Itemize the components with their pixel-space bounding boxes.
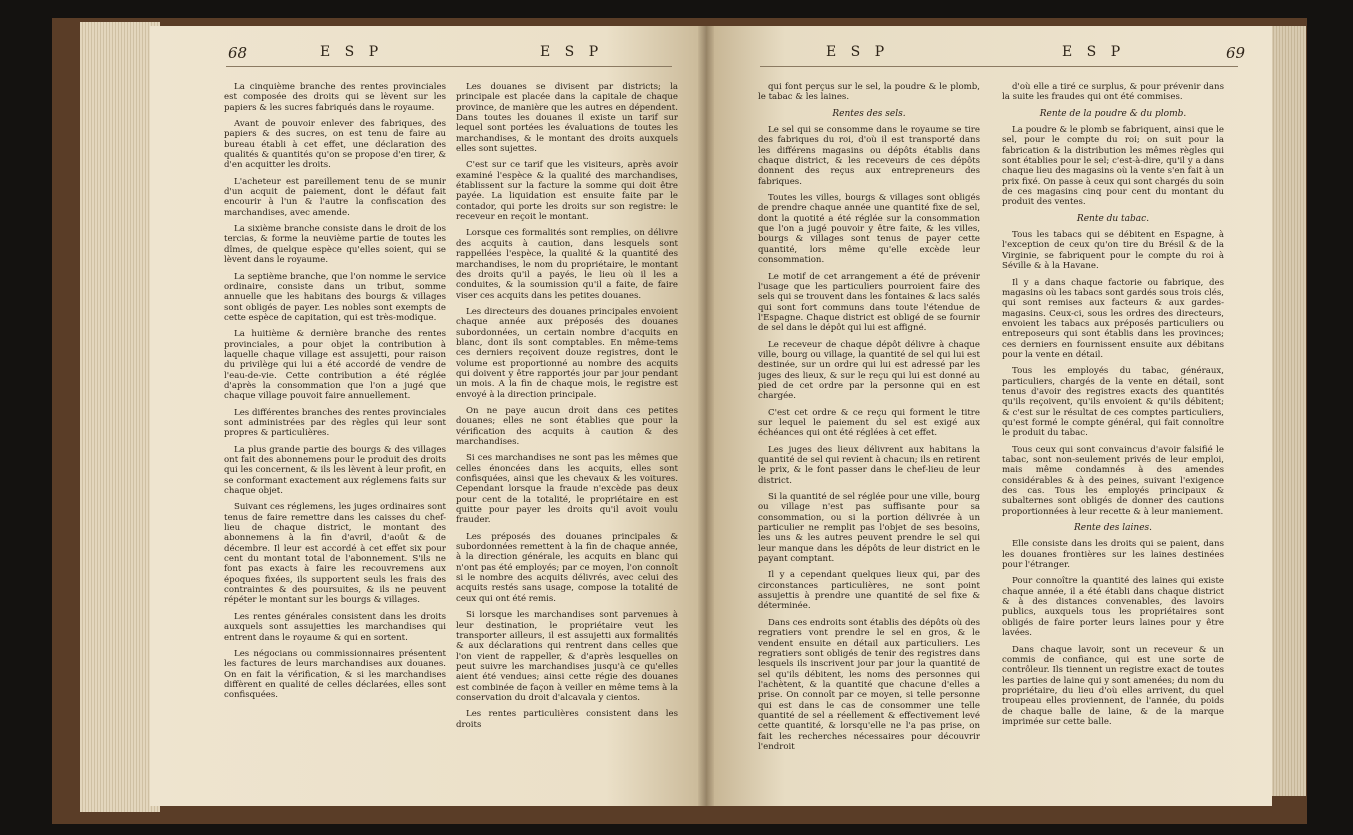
left-running-head-1: E S P (320, 44, 384, 60)
paragraph: Toutes les villes, bourgs & villages sont obligés de prendre chaque année une quantité fixe de sel, dont la quotité a été réglée sur la consommation que l'on a jugé pouvoir y être faite, & les villes, bourgs & villages sont tenus de payer cette quantité, lors même qu'elle excède leur consommation. (758, 193, 980, 266)
paragraph: Elle consiste dans les droits qui se paient, dans les douanes frontières sur les laines destinées pour l'étranger. (1002, 539, 1224, 571)
paragraph: L'acheteur est pareillement tenu de se munir d'un acquit de paiement, dont le défaut fait encourir à l'un & l'autre la confiscation des marchandises, avec amende. (224, 176, 446, 218)
paragraph: La poudre & le plomb se fabriquent, ainsi que le sel, pour le compte du roi; on suit pour la fabrication & la distribution les mêmes règles qui sont établies pour le sel; c'est-à-dire, qu'il y a dans chaque lieu des magasins où la vente s'en fait à un prix fixé. On passe à ceux qui sont chargés du soin de ces magasins cinq pour cent du montant du produit des ventes. (1002, 125, 1224, 208)
paragraph: Dans ces endroits sont établis des dépôts où des regratiers vont prendre le sel en gros, & le vendent ensuite en détail aux particuliers. Les regratiers sont obligés de tenir des registres dans lesquels ils inscrivent jour par jour la quantité de sel qu'ils débitent, les noms des personnes qui l'achètent, & la quantité que chacune d'elles a prise. On connoît par ce moyen, si telle personne qui est dans le cas de consommer une telle quantité de sel a réellement & effectivement levé cette quantité, & lorsqu'elle ne l'a pas prise, on fait les recherches nécessaires pour découvrir l'endroit (758, 617, 980, 752)
paragraph: Le receveur de chaque dépôt délivre à chaque ville, bourg ou village, la quantité de sel qui lui est destinée, sur un ordre qui lui est adressé par les juges des lieux, & sur le reçu qui lui est donné au pied de cet ordre par la personne qui en est chargée. (758, 339, 980, 402)
right-running-head-2: E S P (1062, 44, 1126, 60)
right-running-head-1: E S P (826, 44, 890, 60)
paragraph: Les négocians ou commissionnaires présentent les factures de leurs marchandises aux douanes. On en fait la vérification, & si les marchandises diffèrent en qualité de celles déclarées, elles sont confisquées. (224, 648, 446, 701)
paragraph: Si lorsque les marchandises sont parvenues à leur destination, le propriétaire veut les transporter ailleurs, il est assujetti aux formalités & aux déclarations qui rentrent dans celles que l'on vient de rappeller, & d'après lesquelles on peut suivre les marchandises jusqu'à ce qu'elles aient été vendues; ainsi cette régie des douanes est combinée de façon à veiller en même tems à la conservation du droit d'alcavala y cientos. (456, 610, 678, 703)
paragraph: Il y a cependant quelques lieux qui, par des circonstances particulières, ne sont point assujettis à prendre une quantité de sel fixe & déterminée. (758, 570, 980, 612)
section-heading: Rente de la poudre & du plomb. (1039, 108, 1187, 119)
paragraph: C'est cet ordre & ce reçu qui forment le titre sur lequel le paiement du sel est exigé aux échéances qui ont été réglées à cet effet. (758, 407, 980, 439)
left-header-rule (226, 66, 672, 67)
paragraph: Il y a dans chaque factorie ou fabrique, des magasins où les tabacs sont gardés sous trois clés, qui sont remises aux facteurs & aux gardes-magasins. Ceux-ci, sous les ordres des directeurs, envoient les tabacs aux préposés particuliers ou entreposeurs qui sont établis dans les provinces; ces derniers en fournissent ensuite aux débitans pour la vente en détail. (1002, 277, 1224, 360)
paragraph: La plus grande partie des bourgs & des villages ont fait des abonnemens pour le produit des droits qui les concernent, & ils les lèvent à leur profit, en se conformant exactement aux réglemens faits sur chaque objet. (224, 444, 446, 497)
paragraph: La cinquième branche des rentes provinciales est composée des droits qui se lèvent sur les papiers & les sucres fabriqués dans le royaume. (224, 82, 446, 113)
paragraph: Le motif de cet arrangement a été de prévenir l'usage que les particuliers pourroient faire des sels qui se trouvent dans les fontaines & lacs salés qui sont fort communs dans toute l'étendue de l'Espagne. Chaque district est obligé de se fournir de sel dans le dépôt qui lui est affigné. (758, 271, 980, 334)
book-gutter (698, 26, 714, 806)
paragraph: Les juges des lieux délivrent aux habitans la quantité de sel qui revient à chacun; ils en retirent le prix, & le font passer dans le chef-lieu de leur district. (758, 444, 980, 486)
right-page-number: 69 (1226, 44, 1246, 62)
paragraph: Les douanes se divisent par districts; la principale est placée dans la capitale de chaque province, de manière que les autres en dépendent. Dans toutes les douanes il existe un tarif sur lequel sont portées les évaluations de toutes les marchandises, & le montant des droits auxquels elles sont sujettes. (456, 82, 678, 155)
paragraph: Tous les employés du tabac, généraux, particuliers, chargés de la vente en détail, sont tenus d'avoir des registres exacts des quantités qu'ils reçoivent, qu'ils envoient & qu'ils débitent; & c'est sur le résultat de ces comptes particuliers, qu'est formé le compte général, qui fait connoître le produit du tabac. (1002, 366, 1224, 439)
paragraph: La sixième branche consiste dans le droit de los tercias, & forme la neuvième partie de toutes les dîmes, de quelque espèce qu'elles soient, qui se lèvent dans le royaume. (224, 224, 446, 266)
paragraph: Pour connoître la quantité des laines qui existe chaque année, il a été établi dans chaque district & à des distances convenables, des lavoirs publics, auxquels tous les propriétaires sont obligés de faire porter leurs laines pour y être lavées. (1002, 576, 1224, 639)
paragraph: Suivant ces réglemens, les juges ordinaires sont tenus de faire remettre dans les caisses du chef-lieu de chaque district, le montant des abonnemens à la fin d'avril, d'août & de décembre. Il leur est accordé à cet effet six pour cent du montant total de l'abonnement. S'ils ne font pas exacts à faire les recouvremens aux époques fixées, ils supportent seuls les frais des contraintes & des poursuites, & ils ne peuvent répéter le montant sur les bourgs & villages. (224, 502, 446, 606)
page-edges-left (80, 22, 160, 812)
right-header-rule (760, 66, 1238, 67)
section-heading: Rente des laines. (1074, 523, 1152, 534)
left-running-head-2: E S P (540, 44, 604, 60)
paragraph: d'où elle a tiré ce surplus, & pour prévenir dans la suite les fraudes qui ont été commises. (1002, 82, 1224, 103)
paragraph: Dans chaque lavoir, sont un receveur & un commis de confiance, qui est une sorte de contrôleur. Ils tiennent un registre exact de toutes les parties de laine qui y sont amenées; du nom du propriétaire, du lieu d'où elles arrivent, du quel troupeau elles proviennent, de l'année, du poids de chaque balle de laine, & de la marque imprimée sur cette balle. (1002, 644, 1224, 727)
page-edges-right (1268, 26, 1306, 796)
paragraph: Les rentes générales consistent dans les droits auxquels sont assujetties les marchandises qui entrent dans le royaume & qui en sortent. (224, 611, 446, 643)
left-page-number: 68 (228, 44, 248, 62)
section-heading: Rente du tabac. (1076, 213, 1150, 224)
paragraph: Les différentes branches des rentes provinciales sont administrées par des règles qui leur sont propres & particulières. (224, 407, 446, 439)
paragraph: On ne paye aucun droit dans ces petites douanes; elles ne sont établies que pour la vérification des acquits à caution & des marchandises. (456, 405, 678, 447)
paragraph: La huitième & dernière branche des rentes provinciales, a pour objet la contribution à laquelle chaque village est assujetti, pour raison du privilège qui lui a été accordé de vendre de l'eau-de-vie. Cette contribution a été réglée d'après la consommation que l'on a jugé que chaque village pouvoit faire annuellement. (224, 329, 446, 402)
paragraph: Si ces marchandises ne sont pas les mêmes que celles énoncées dans les acquits, elles sont confisquées, ainsi que les chevaux & les voitures. Cependant lorsque la fraude n'excède pas deux pour cent de la totalité, le propriétaire en est quitte pour payer les droits qu'il avoit voulu frauder. (456, 453, 678, 526)
paragraph: Tous ceux qui sont convaincus d'avoir falsifié le tabac, sont non-seulement privés de leur emploi, mais même condamnés à des amendes considérables & à des peines, suivant l'exigence des cas. Tous les employés principaux & subalternes sont obligés de donner des cautions proportionnées à leur recette & à leur maniement. (1002, 444, 1224, 517)
paragraph: Le sel qui se consomme dans le royaume se tire des fabriques du roi, d'où il est transporté dans les différens magasins ou dépôts établis dans chaque district, & les receveurs de ces dépôts donnent des reçus aux entrepreneurs des fabriques. (758, 125, 980, 187)
paragraph: Les directeurs des douanes principales envoient chaque année aux préposés des douanes subordonnées, un certain nombre d'acquits en blanc, dont ils sont comptables. En même-tems ces derniers reçoivent douze registres, dont le volume est proportionné au nombre des acquits qui doivent y être rapportés jour par jour pendant un mois. A la fin de chaque mois, le registre est envoyé à la direction principale. (456, 306, 678, 400)
paragraph: La septième branche, que l'on nomme le service ordinaire, consiste dans un tribut, somme annuelle que les habitans des bourgs & villages sont obligés de payer. Les nobles sont exempts de cette espèce de capitation, qui est très-modique. (224, 271, 446, 323)
paragraph: C'est sur ce tarif que les visiteurs, après avoir examiné l'espèce & la qualité des marchandises, établissent sur la facture la somme qui doit être payée. La liquidation est ensuite faite par le contador, qui porte les droits sur son registre: le receveur en reçoit le montant. (456, 160, 678, 223)
paragraph: Avant de pouvoir enlever des fabriques, des papiers & des sucres, on est tenu de faire au bureau établi à cet effet, une déclaration des qualités & quantités qu'on se propose d'en tirer, & d'en acquitter les droits. (224, 119, 446, 171)
section-heading: Rentes des sels. (832, 108, 906, 119)
left-page-column-1 (224, 82, 446, 772)
right-page-column-2 (1002, 82, 1224, 772)
paragraph: Si la quantité de sel réglée pour une ville, bourg ou village n'est pas suffisante pour sa consommation, ou si la portion délivrée à un particulier ne remplit pas l'objet de ses besoins, les uns & les autres peuvent prendre le sel qui leur manque dans les dépôts de leur district en le payant comptant. (758, 492, 980, 565)
paragraph: Les préposés des douanes principales & subordonnées remettent à la fin de chaque année, à la direction générale, les acquits en blanc qui n'ont pas été employés; par ce moyen, l'on connoît si le nombre des acquits délivrés, avec celui des acquits restés sans usage, compose la totalité de ceux qui ont été remis. (456, 531, 678, 604)
paragraph: Tous les tabacs qui se débitent en Espagne, à l'exception de ceux qu'on tire du Brésil & de la Virginie, se fabriquent pour le compte du roi à Séville & à la Havane. (1002, 230, 1224, 272)
left-page-column-2 (456, 82, 678, 772)
right-page-column-1 (758, 82, 980, 772)
paragraph: Lorsque ces formalités sont remplies, on délivre des acquits à caution, dans lesquels sont rappellées l'espèce, la qualité & la quantité des marchandises, le nom du propriétaire, le montant des droits qu'il a payés, le lieu où il les a conduites, & la soumission qu'il a faite, de faire viser ces acquits dans les petites douanes. (456, 228, 678, 301)
paragraph: Les rentes particulières consistent dans les droits (456, 709, 678, 730)
paragraph: qui font perçus sur le sel, la poudre & le plomb, le tabac & les laines. (758, 82, 980, 103)
